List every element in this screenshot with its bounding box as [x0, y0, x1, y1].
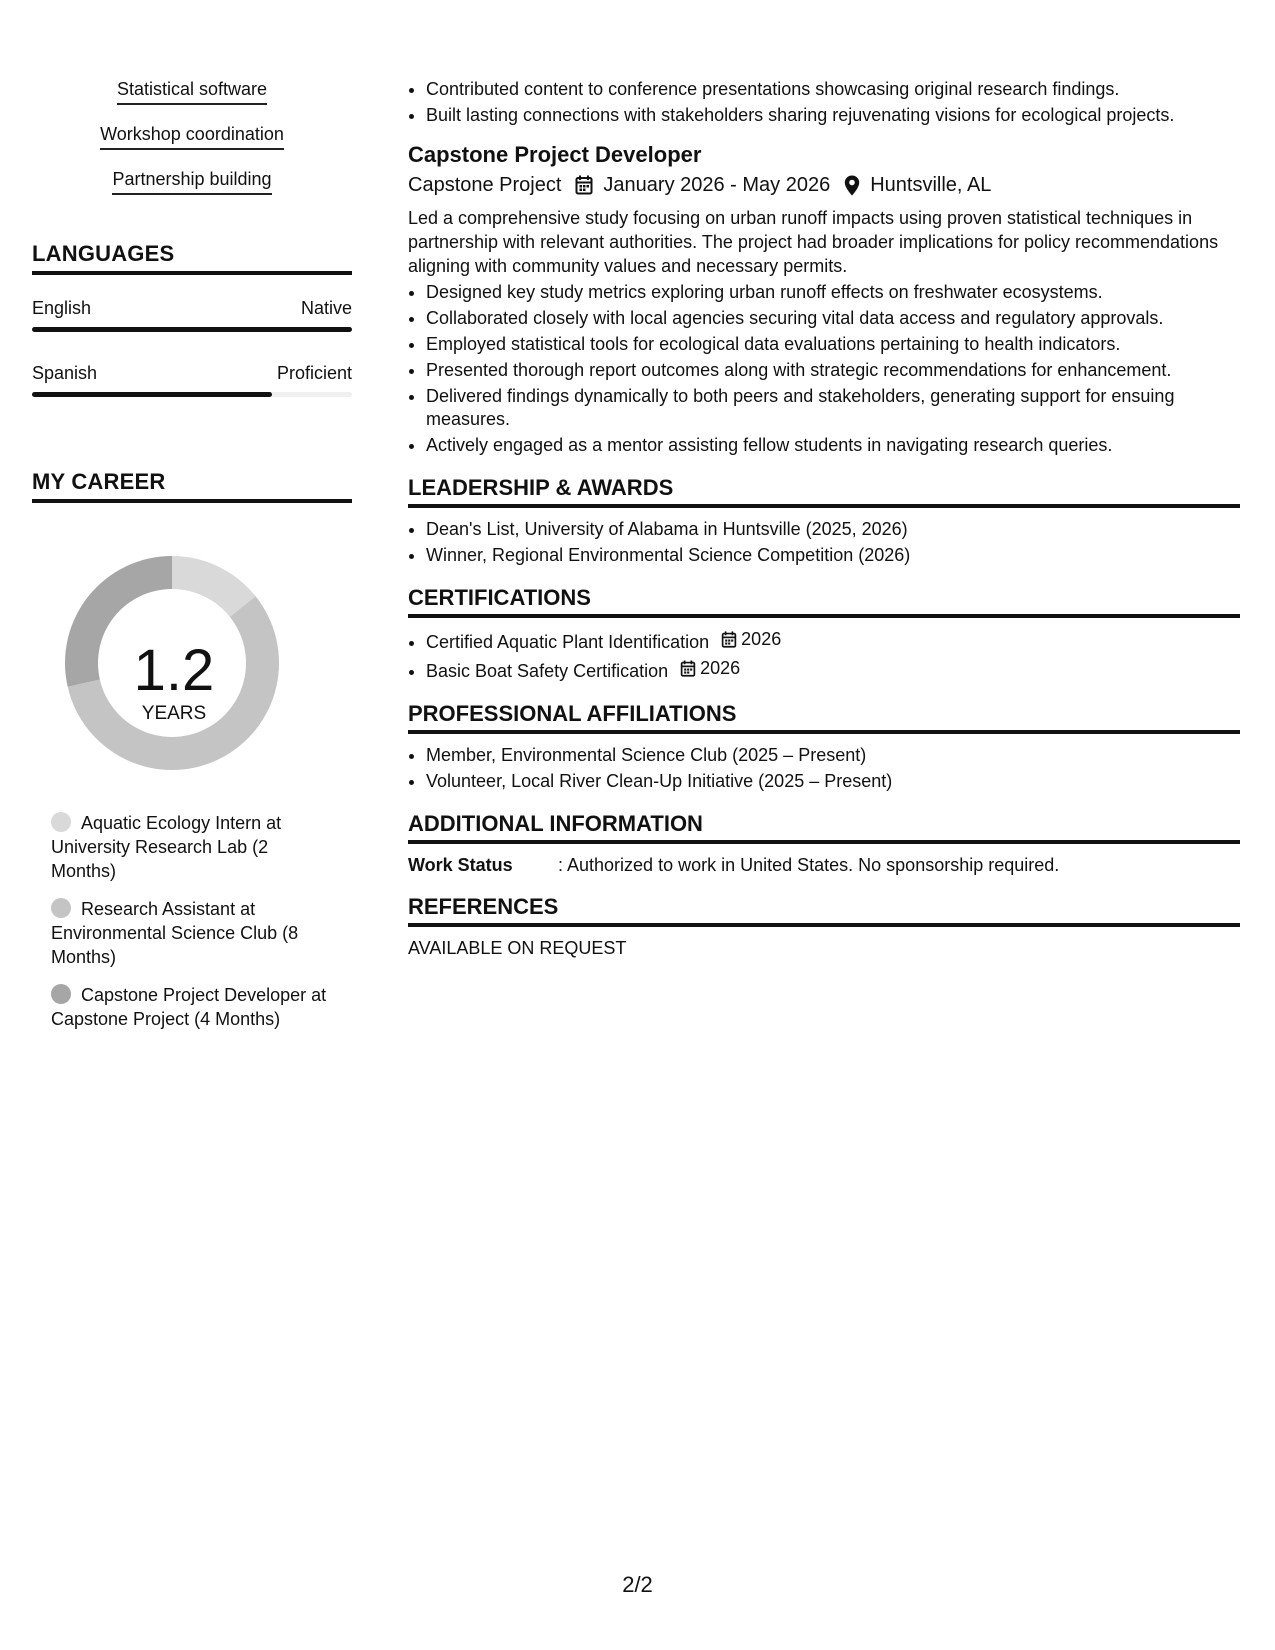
career-legend-label: Capstone Project Developer at Capstone Project (4 Months)	[51, 985, 327, 1029]
certification-item	[426, 657, 1240, 683]
certification-item	[426, 628, 1240, 654]
language-item	[32, 297, 352, 332]
additional-info-heading: ADDITIONAL INFORMATION	[408, 811, 1240, 844]
donut-center	[100, 609, 248, 757]
leadership-heading: LEADERSHIP & AWARDS	[408, 475, 1240, 508]
calendar-icon	[575, 175, 593, 195]
language-name: Spanish	[32, 363, 98, 383]
job-location: Huntsville, AL	[870, 174, 992, 196]
references-heading: REFERENCES	[408, 894, 1240, 927]
calendar-icon	[680, 660, 696, 677]
certifications-list	[408, 628, 1240, 683]
career-legend-label: Research Assistant at Environmental Science Club (8 Months)	[51, 899, 299, 967]
previous-job-bullets	[408, 78, 1240, 127]
affiliation-item: • Member, Environmental Science Club (2025 – Present)	[426, 744, 1240, 767]
affiliations-list	[408, 744, 1240, 793]
legend-dot-icon	[51, 898, 71, 918]
right-column	[408, 78, 1240, 959]
career-total-unit: YEARS	[141, 703, 207, 724]
skills-list	[32, 78, 352, 213]
work-status-value: : Authorized to work in United States. No sponsorship required.	[558, 855, 1060, 875]
bullet-item: • Employed statistical tools for ecological data evaluations pertaining to health indicators.	[426, 333, 1240, 356]
language-name: English	[32, 298, 92, 318]
job-dates: January 2026 - May 2026	[603, 174, 831, 196]
career-total-years: 1.2	[133, 638, 215, 703]
job-organization: Capstone Project	[408, 174, 562, 196]
language-level: Native	[300, 298, 352, 318]
certification-year: 2026	[700, 658, 741, 678]
bullet-item: • Contributed content to conference presentations showcasing original research findings.	[426, 78, 1240, 101]
bullet-item: • Designed key study metrics exploring urban runoff effects on freshwater ecosystems.	[426, 281, 1240, 304]
skill-item: Statistical software	[117, 78, 267, 105]
bullet-item: • Collaborated closely with local agencies securing vital data access and regulatory approvals.	[426, 307, 1240, 330]
language-level: Proficient	[276, 363, 352, 383]
affiliation-item: • Volunteer, Local River Clean-Up Initiative (2025 – Present)	[426, 770, 1240, 793]
left-column	[32, 78, 352, 1045]
affiliations-heading: PROFESSIONAL AFFILIATIONS	[408, 701, 1240, 734]
job-title: Capstone Project Developer	[408, 142, 702, 167]
language-item	[32, 362, 352, 397]
language-level-bar	[32, 392, 352, 397]
calendar-icon	[721, 631, 737, 648]
location-pin-icon	[844, 175, 860, 196]
certifications-heading: CERTIFICATIONS	[408, 585, 1240, 618]
languages-heading: LANGUAGES	[32, 241, 352, 275]
career-heading: MY CAREER	[32, 469, 352, 503]
career-legend-label: Aquatic Ecology Intern at University Research Lab (2 Months)	[51, 813, 282, 881]
career-legend-item	[51, 811, 331, 883]
leadership-item: • Winner, Regional Environmental Science Competition (2026)	[426, 544, 1240, 567]
legend-dot-icon	[51, 812, 71, 832]
bullet-item: • Presented thorough report outcomes along with strategic recommendations for enhancement.	[426, 359, 1240, 382]
bullet-item: • Built lasting connections with stakeholders sharing rejuvenating visions for ecological projects.	[426, 104, 1240, 127]
leadership-list	[408, 518, 1240, 567]
job-meta	[408, 171, 1240, 199]
skill-item: Workshop coordination	[100, 123, 284, 150]
references-text: AVAILABLE ON REQUEST	[408, 938, 627, 958]
language-level-bar	[32, 327, 352, 332]
page-number: 2/2	[622, 1572, 653, 1597]
career-donut-chart	[32, 541, 352, 781]
bullet-item: • Actively engaged as a mentor assisting fellow students in navigating research queries.	[426, 434, 1240, 457]
certification-name: Basic Boat Safety Certification	[426, 661, 669, 681]
job-bullets	[408, 281, 1240, 457]
language-level-fill	[32, 327, 352, 332]
career-legend-item	[51, 897, 331, 969]
certification-name: Certified Aquatic Plant Identification	[426, 632, 710, 652]
career-legend-item	[51, 983, 331, 1031]
certification-year: 2026	[741, 629, 782, 649]
work-status-label: Work Status	[408, 855, 513, 875]
language-level-fill	[32, 392, 272, 397]
leadership-item: • Dean's List, University of Alabama in Huntsville (2025, 2026)	[426, 518, 1240, 541]
legend-dot-icon	[51, 984, 71, 1004]
skill-item: Partnership building	[112, 168, 271, 195]
career-legend	[32, 811, 331, 1031]
bullet-item: • Delivered findings dynamically to both peers and stakeholders, generating support for ensuing measures.	[426, 385, 1240, 431]
work-status-row	[408, 854, 1240, 876]
job-description: Led a comprehensive study focusing on urban runoff impacts using proven statistical techniques in partnership with relevant authorities. The project had broader implications for policy recommendations aligning with community values and necessary permits.	[408, 208, 1219, 276]
